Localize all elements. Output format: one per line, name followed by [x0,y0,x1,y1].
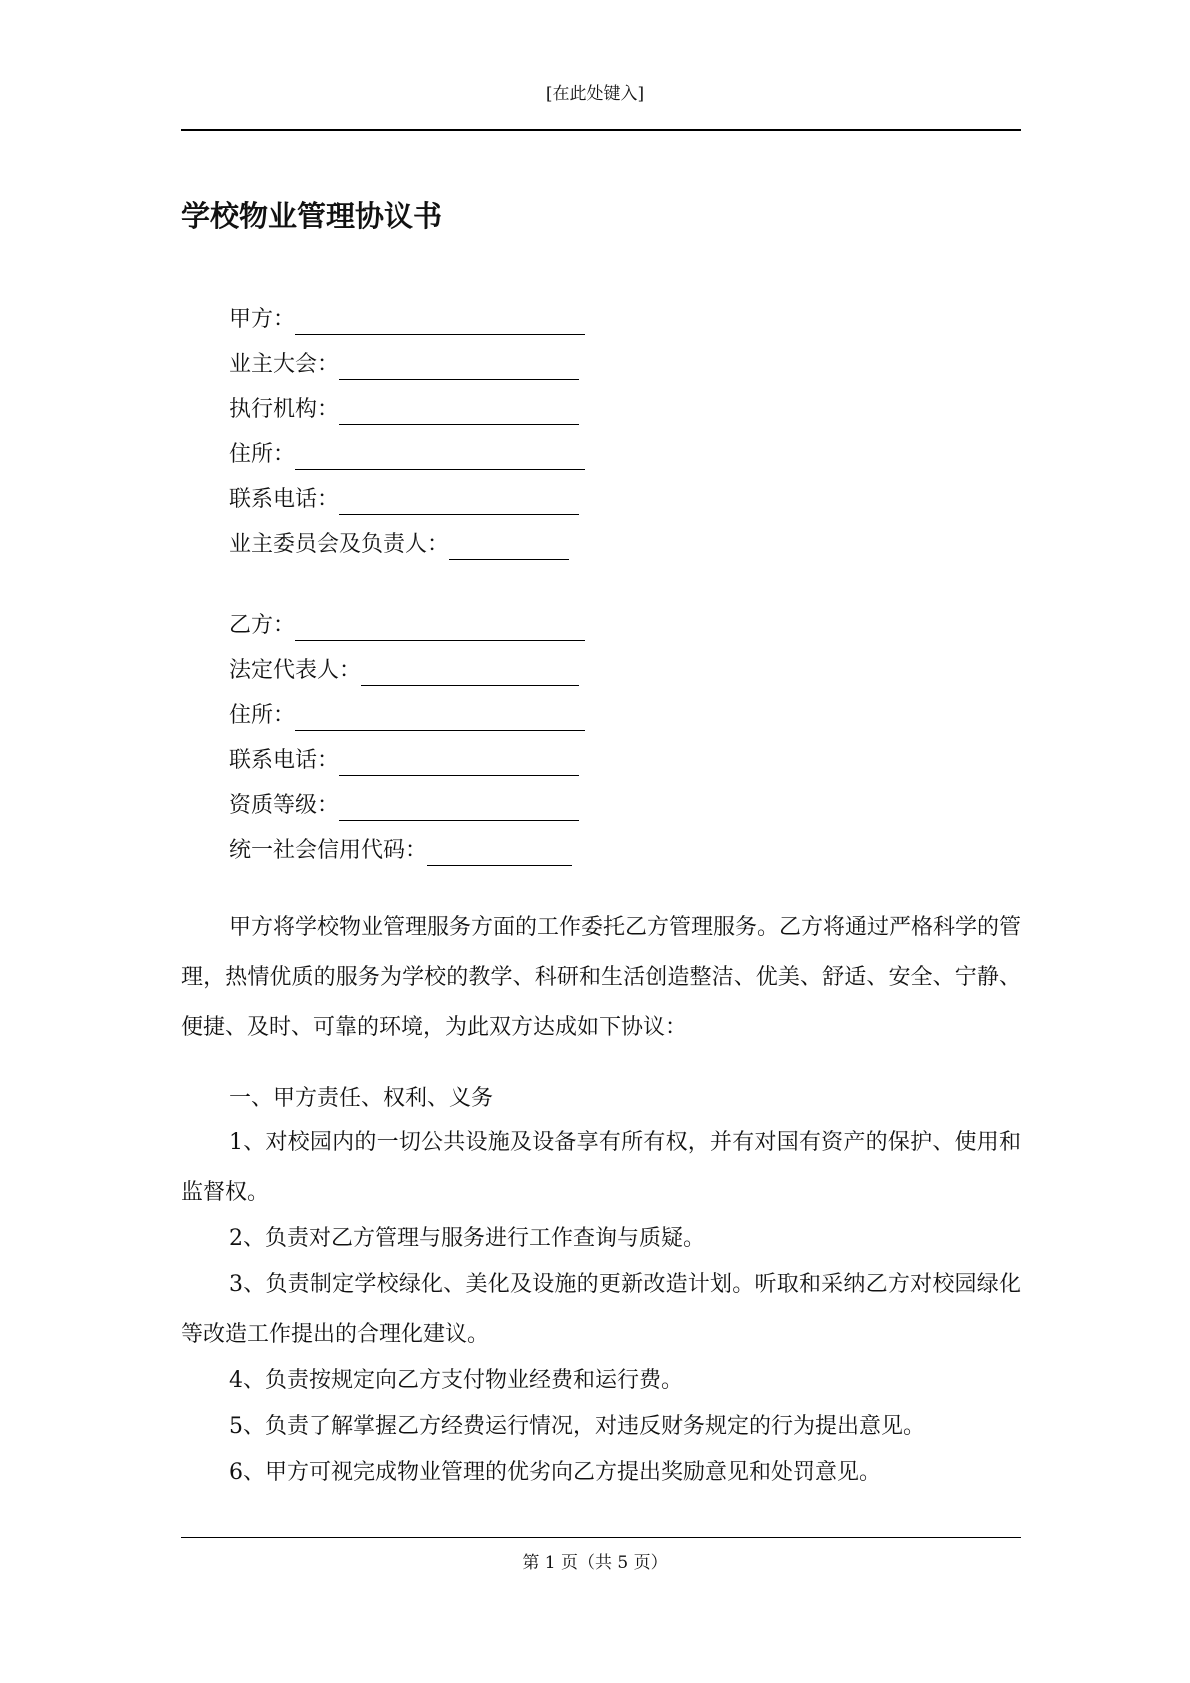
blank-line [339,400,579,425]
blank-line [295,310,585,335]
blank-line [449,535,569,560]
blank-line [339,796,579,821]
page-number: 第 1 页（共 5 页） [522,1553,668,1573]
field-party-a [229,305,585,335]
clause-1: 1、对校园内的一切公共设施及设备享有所有权，并有对国有资产的保护、使用和监督权。 [181,1130,1021,1205]
blank-line [295,616,585,641]
field-committee-head [229,530,569,560]
field-label: 联系电话： [229,748,340,773]
field-owners-assembly [229,350,579,380]
field-label: 资质等级： [229,793,340,818]
field-qualification [229,791,579,821]
field-label: 业主大会： [229,352,340,377]
field-legal-rep [229,656,579,686]
clause-3: 3、负责制定学校绿化、美化及设施的更新改造计划。听取和采纳乙方对校园绿化等改造工作提出的合理化建议。 [181,1272,1021,1347]
clause-6: 6、甲方可视完成物业管理的优劣向乙方提出奖励意见和处罚意见。 [229,1460,881,1485]
field-party-b [229,611,585,641]
field-phone-a [229,485,579,515]
field-label: 乙方： [229,613,296,638]
section-heading: 一、甲方责任、权利、义务 [229,1086,494,1111]
field-label: 住所： [229,703,296,728]
intro-paragraph: 甲方将学校物业管理服务方面的工作委托乙方管理服务。乙方将通过严格科学的管理，热情优质的服务为学校的教学、科研和生活创造整洁、优美、舒适、安全、宁静、便捷、及时、可靠的环境，为此双方达成如下协议： [181,915,1022,1040]
clause-4: 4、负责按规定向乙方支付物业经费和运行费。 [229,1368,683,1393]
footer-rule [181,1537,1021,1538]
page-header: [在此处键入] [545,84,645,104]
field-label: 执行机构： [229,397,340,422]
blank-line [295,445,585,470]
field-address-a [229,440,585,470]
field-label: 住所： [229,442,296,467]
blank-line [339,490,579,515]
clause-2: 2、负责对乙方管理与服务进行工作查询与质疑。 [229,1226,705,1251]
field-label: 业主委员会及负责人： [229,532,450,557]
document-title: 学校物业管理协议书 [181,199,443,233]
blank-line [339,751,579,776]
blank-line [427,841,572,866]
field-label: 法定代表人： [229,658,362,683]
field-address-b [229,701,585,731]
field-label: 统一社会信用代码： [229,838,428,863]
clause-5: 5、负责了解掌握乙方经费运行情况，对违反财务规定的行为提出意见。 [229,1414,925,1439]
blank-line [361,661,579,686]
field-phone-b [229,746,579,776]
blank-line [339,355,579,380]
field-credit-code [229,836,572,866]
field-label: 甲方： [229,307,296,332]
blank-line [295,706,585,731]
field-label: 联系电话： [229,487,340,512]
header-rule [181,129,1021,131]
field-executive-body [229,395,579,425]
